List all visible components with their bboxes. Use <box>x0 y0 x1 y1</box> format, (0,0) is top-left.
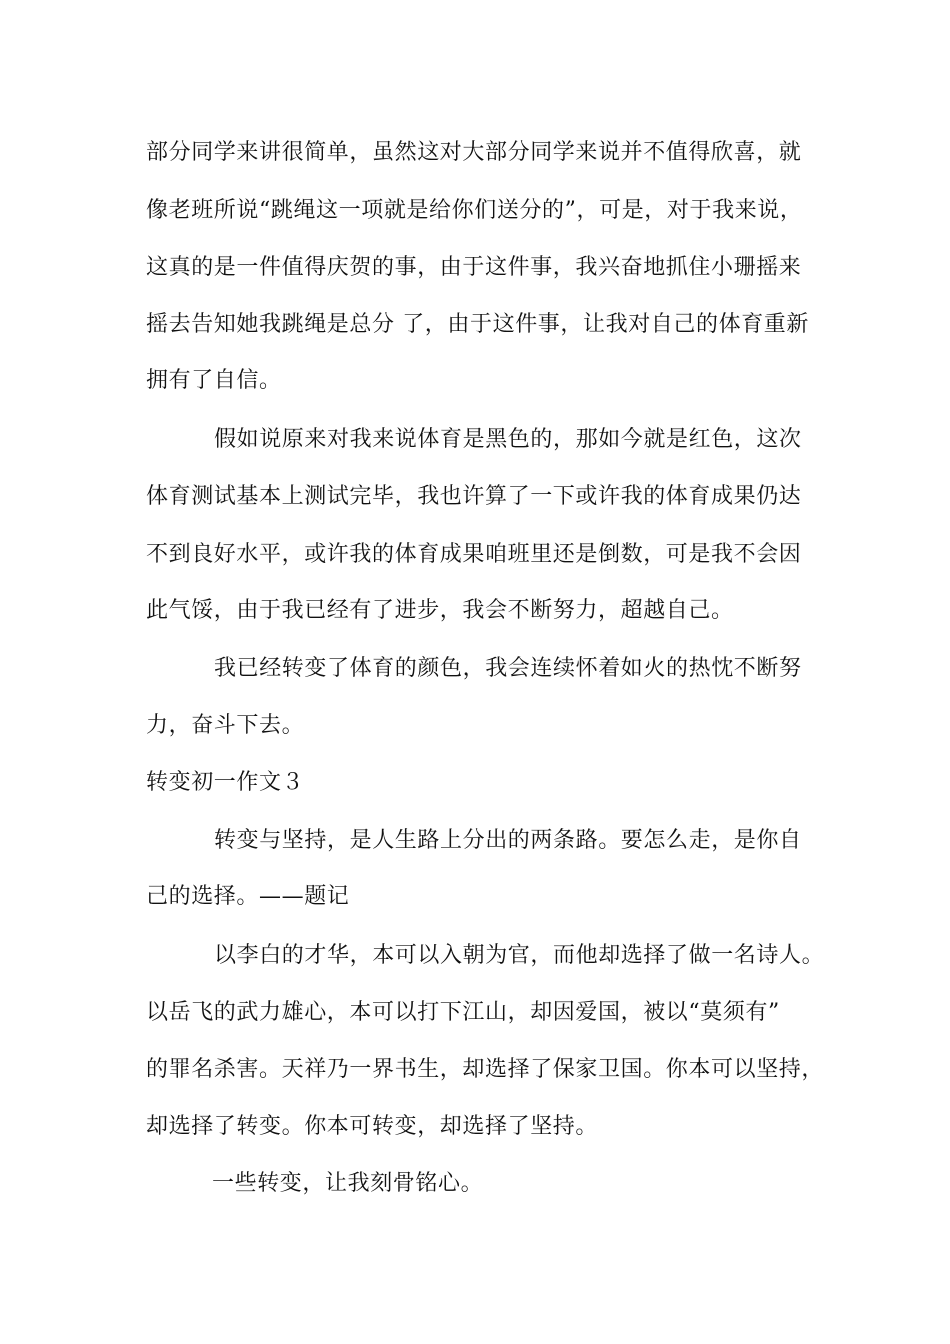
paragraph-start-line: 假如说原来对我来说体育是黑色的，那如今就是红色，这次 <box>214 427 802 452</box>
text-line: 力，奋斗下去。 <box>146 713 305 738</box>
section-heading: 转变初一作文３ <box>146 770 305 795</box>
text-line: 此气馁，由于我已经有了进步，我会不断努力，超越自己。 <box>146 598 734 623</box>
text-line: 体育测试基本上测试完毕，我也许算了一下或许我的体育成果仍达 <box>146 484 802 509</box>
paragraph-start-line: 一些转变，让我刻骨铭心。 <box>212 1171 484 1196</box>
text-line: 不到良好水平，或许我的体育成果咱班里还是倒数，可是我不会因 <box>146 542 802 567</box>
text-line: 己的选择。——题记 <box>146 884 350 909</box>
paragraph-start-line: 我已经转变了体育的颜色，我会连续怀着如火的热忱不断努 <box>214 656 802 681</box>
text-line: 却选择了转变。你本可转变，却选择了坚持。 <box>146 1114 599 1139</box>
text-line: 摇去告知她我跳绳是总分 了，由于这件事，让我对自己的体育重新 <box>146 312 809 337</box>
text-line: 以岳飞的武力雄心，本可以打下江山，却因爱国，被以“莫须有” <box>146 1000 780 1025</box>
text-line: 的罪名杀害。天祥乃一界书生，却选择了保家卫国。你本可以坚持， <box>146 1057 825 1082</box>
text-line: 像老班所说“跳绳这一项就是给你们送分的”，可是，对于我来说， <box>146 198 803 223</box>
text-line: 这真的是一件值得庆贺的事，由于这件事，我兴奋地抓住小珊摇来 <box>146 255 802 280</box>
paragraph-start-line: 转变与坚持，是人生路上分出的两条路。要怎么走，是你自 <box>214 828 802 853</box>
text-line: 部分同学来讲很简单，虽然这对大部分同学来说并不值得欣喜，就 <box>146 140 802 165</box>
paragraph-start-line: 以李白的才华，本可以入朝为官，而他却选择了做一名诗人。 <box>214 943 825 968</box>
text-line: 拥有了自信。 <box>146 368 282 393</box>
